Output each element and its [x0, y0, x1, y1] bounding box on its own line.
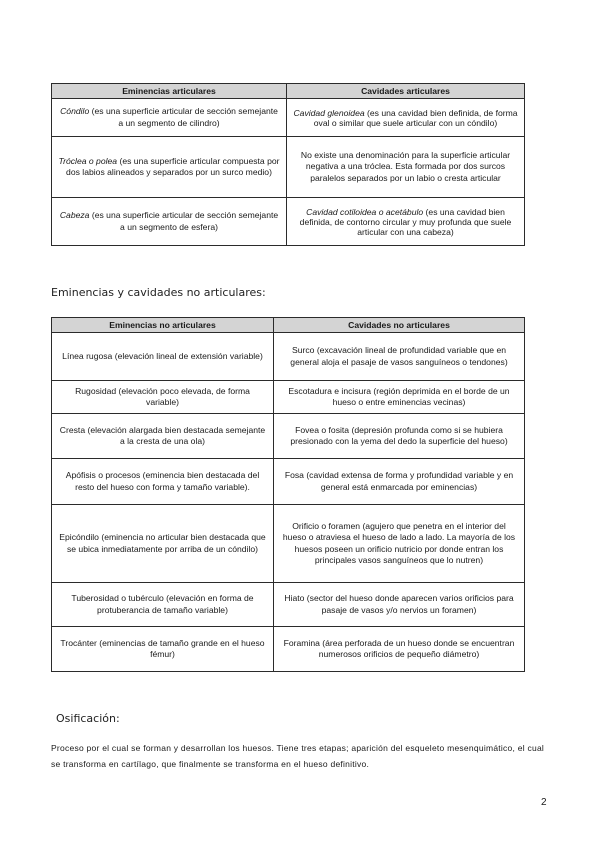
table-row	[52, 505, 525, 583]
ossification-title: Osificación:	[56, 712, 120, 725]
table-cell	[52, 99, 287, 137]
term: Cavidad glenoidea	[293, 107, 365, 118]
term: Cóndilo	[60, 106, 90, 117]
section-title-no-articulares: Eminencias y cavidades no articulares:	[51, 286, 266, 299]
table-cell: Cresta (elevación alargada bien destacada semejante a la cresta de una ola)	[52, 414, 274, 459]
term-description: (es una superficie articular compuesta por dos labios alineados y separados por un surco medio)	[66, 155, 280, 177]
table-row	[52, 99, 525, 137]
table-cell: Línea rugosa (elevación lineal de extensión variable)	[52, 333, 274, 381]
table-cell: Orificio o foramen (agujero que penetra en el interior del hueso o atraviesa el hueso de lado a lado. La mayoría de los huesos poseen un orificio nutricio por donde entran los principales vasos sanguíneos que lo nutren)	[274, 505, 525, 583]
table-cell: Epicóndilo (eminencia no articular bien destacada que se ubica inmediatamente por arriba de un cóndilo)	[52, 505, 274, 583]
table-cell: Tuberosidad o tubérculo (elevación en forma de protuberancia de tamaño variable)	[52, 583, 274, 627]
header-eminencias-no-articulares: Eminencias no articulares	[52, 318, 274, 333]
header-eminencias-articulares: Eminencias articulares	[52, 84, 287, 99]
table-cell: Apófisis o procesos (eminencia bien destacada del resto del hueso con forma y tamaño variable).	[52, 459, 274, 505]
table-cell: Fovea o fosita (depresión profunda como si se hubiera presionado con la yema del dedo la superficie del hueso)	[274, 414, 525, 459]
table-row	[52, 381, 525, 414]
table-cell: Escotadura e incisura (región deprimida en el borde de un hueso o entre eminencias vecinas)	[274, 381, 525, 414]
term-description: (es una superficie articular de sección semejante a un segmento de esfera)	[89, 210, 279, 232]
term-description: (es una cavidad bien definida, de contorno circular y muy profunda que suele articular con una cabeza)	[299, 206, 512, 237]
ossification-paragraph: Proceso por el cual se forman y desarrollan los huesos. Tiene tres etapas; aparición del esqueleto mesenquimático, el cual se transforma en cartílago, que finalmente se transforma en el hueso definitivo.	[51, 743, 545, 769]
term-description: (es una superficie articular de sección semejante a un segmento de cilindro)	[89, 106, 278, 128]
no-articular-table	[51, 317, 525, 672]
table-row	[52, 333, 525, 381]
page-number: 2	[541, 797, 547, 808]
table-row	[52, 414, 525, 459]
term: Cavidad cotiloidea o acetábulo	[306, 206, 424, 217]
table-cell	[287, 198, 525, 246]
header-cavidades-articulares: Cavidades articulares	[287, 84, 525, 99]
table-cell: Trocánter (eminencias de tamaño grande en el hueso fémur)	[52, 627, 274, 672]
term: Tróclea o polea	[58, 155, 118, 166]
table-cell: Hiato (sector del hueso donde aparecen varios orificios para pasaje de vasos y/o nervios un foramen)	[274, 583, 525, 627]
table-header-row	[52, 84, 525, 99]
table-cell	[52, 198, 287, 246]
table-cell: Surco (excavación lineal de profundidad variable que en general aloja el pasaje de vasos sanguíneos o tendones)	[274, 333, 525, 381]
term-description: No existe una denominación para la superficie articular negativa a una tróclea. Esta formada por dos surcos paralelos separados por un labio o cresta articular	[300, 150, 511, 183]
table-cell	[52, 137, 287, 198]
articular-table	[51, 83, 525, 246]
table-cell	[287, 99, 525, 137]
table-row	[52, 137, 525, 198]
table-header-row	[52, 318, 525, 333]
table-cell: Fosa (cavidad extensa de forma y profundidad variable y en general está enmarcada por eminencias)	[274, 459, 525, 505]
table-row	[52, 459, 525, 505]
table-cell: Foramina (área perforada de un hueso donde se encuentran numerosos orificios de pequeño diámetro)	[274, 627, 525, 672]
table-row	[52, 627, 525, 672]
table-cell: Rugosidad (elevación poco elevada, de forma variable)	[52, 381, 274, 414]
header-cavidades-no-articulares: Cavidades no articulares	[274, 318, 525, 333]
table-cell	[287, 137, 525, 198]
table-row	[52, 198, 525, 246]
table-row	[52, 583, 525, 627]
term: Cabeza	[59, 210, 90, 221]
term-description: (es una cavidad bien definida, de forma oval o similar que suele articular con un cóndilo)	[313, 107, 518, 128]
